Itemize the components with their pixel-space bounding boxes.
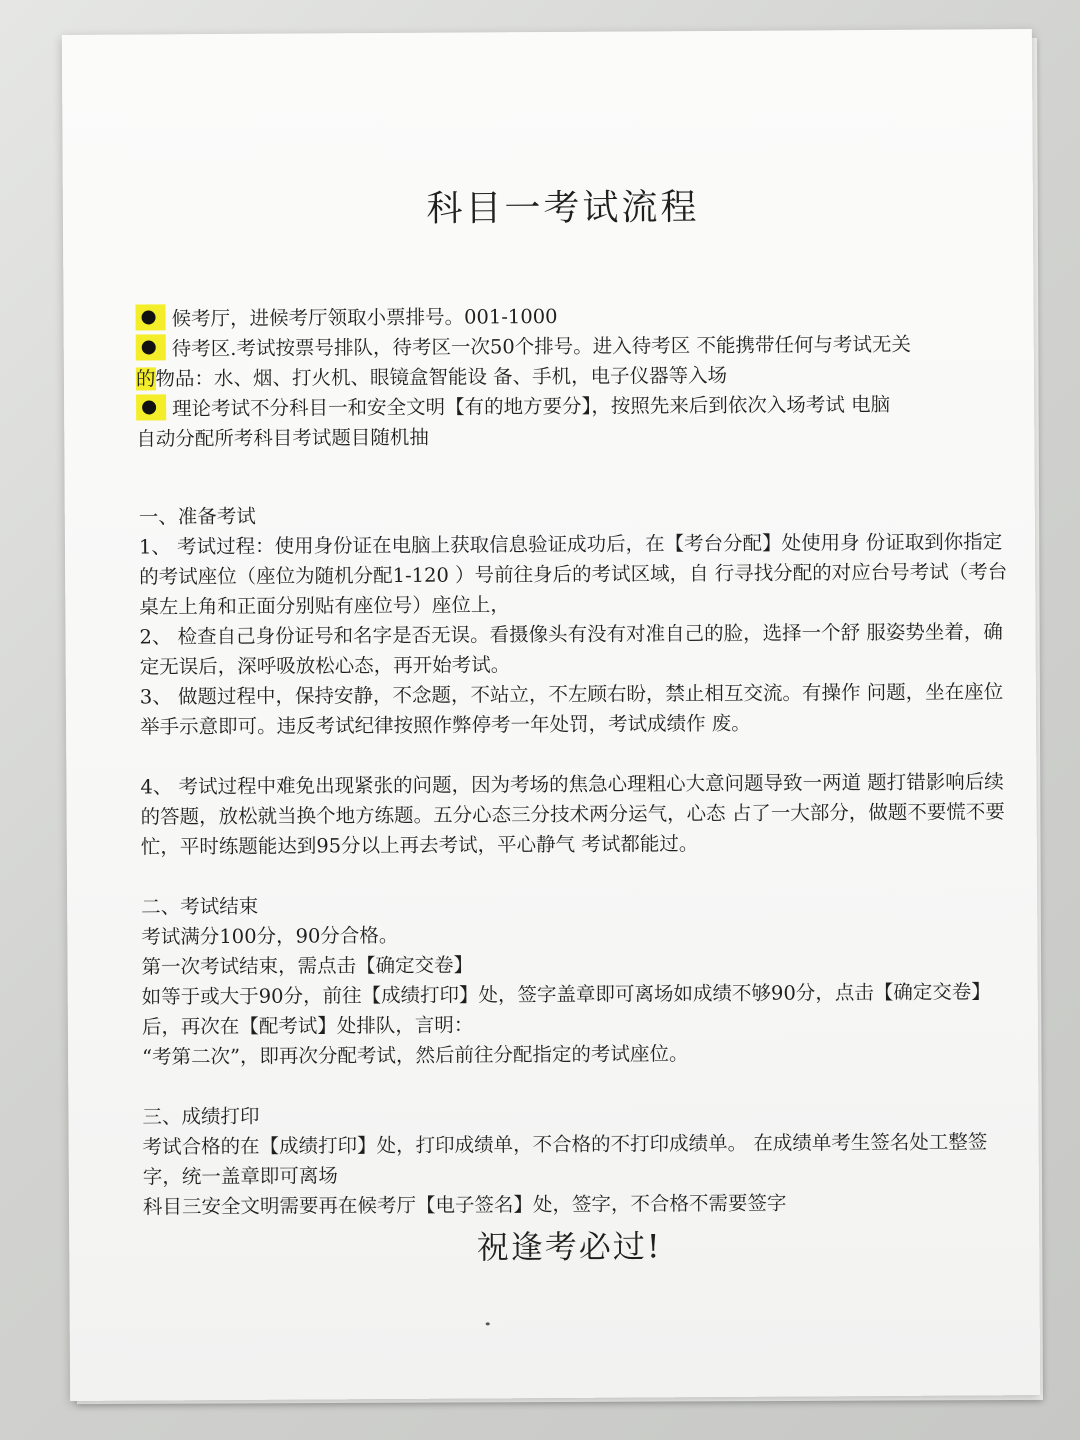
bullet-text: 候考厅，进候考厅领取小票排号。001-1000 [171, 304, 558, 331]
bullet-dot-icon [136, 394, 166, 420]
paragraph-exam-process: 1、 考试过程：使用身份证在电脑上获取信息验证成功后，在【考台分配】处使用身 份证取到你指定的考试座位（座位为随机分配1-120 ）号前往身后的考试区域，自 行寻找分配的对应台号考试（考台桌左上角和正面分别贴有座位号）座位上， [138, 530, 1008, 619]
paragraph-check-id: 2、 检查自己身份证号和名字是否无误。看摄像头有没有对准自己的脸，选择一个舒 服姿势坐着，确定无误后，深呼吸放松心态，再开始考试。 [139, 620, 1003, 679]
paragraph-discipline: 3、 做题过程中，保持安静，不念题，不站立，不左顾右盼，禁止相互交流。有操作 问题，坐在座位举手示意即可。违反考试纪律按照作弊停考一年处罚，考试成绩作 废。 [139, 680, 1004, 739]
closing-wish: 祝逢考必过! [476, 1227, 662, 1267]
bullet-dot-icon [136, 334, 166, 360]
bullet-text: 理论考试不分科目一和安全文明【有的地方要分】，按照先来后到依次入场考试 电脑 [172, 392, 891, 421]
paragraph-full-score: 考试满分100分，90分合格。 [141, 923, 399, 949]
section-heading-finish: 二、考试结束 [141, 894, 259, 919]
section-heading-prepare: 一、准备考试 [138, 504, 256, 529]
intro-bullets [135, 299, 1006, 454]
paragraph-second-attempt: “考第二次”，即再次分配考试，然后前往分配指定的考试座位。 [142, 1042, 689, 1069]
bullet-item-continuation [136, 419, 1006, 454]
paragraph-print-report: 考试合格的在【成绩打印】处，打印成绩单，不合格的不打印成绩单。 在成绩单考生签名处工整签字，统一盖章即可离场 [142, 1130, 988, 1189]
document-title: 科目一考试流程 [426, 187, 700, 230]
bullet-text: 物品：水、烟、打火机、眼镜盒智能设 备、手机，电子仪器等入场 [155, 363, 728, 391]
paragraph-submit: 第一次考试结束，需点击【确定交卷】 [141, 953, 474, 979]
bullet-dot-icon [135, 304, 165, 330]
exam-procedure-sheet [62, 29, 1040, 1401]
bullet-text: 自动分配所考科目考试题目随机抽 [136, 425, 429, 451]
document-body [139, 497, 1013, 1222]
paragraph-e-signature: 科目三安全文明需要再在候考厅【电子签名】处，签字，不合格不需要签字 [142, 1191, 787, 1219]
paragraph-mindset: 4、 考试过程中难免出现紧张的问题，因为考场的焦急心理粗心大意问题导致一两道 题打错影响后续的答题，放松就当换个地方练题。五分心态三分技术两分运气，心态 占了一大部分，做题不要慌不要忙，平时练题能达到95分以上再去考试，平心静气 考试都能过。 [140, 770, 1005, 859]
bullet-text: 待考区.考试按票号排队，待考区一次50个排号。进入待考区 不能携带任何与考试无关 [171, 332, 912, 361]
highlighted-text: 的 [135, 367, 156, 391]
paper-speck [486, 1322, 490, 1325]
section-heading-print: 三、成绩打印 [142, 1104, 260, 1129]
paragraph-result-handling: 如等于或大于90分，前往【成绩打印】处，签字盖章即可离场如成绩不够90分，点击【确定交卷】后，再次在【配考试】处排队，言明： [141, 980, 991, 1039]
